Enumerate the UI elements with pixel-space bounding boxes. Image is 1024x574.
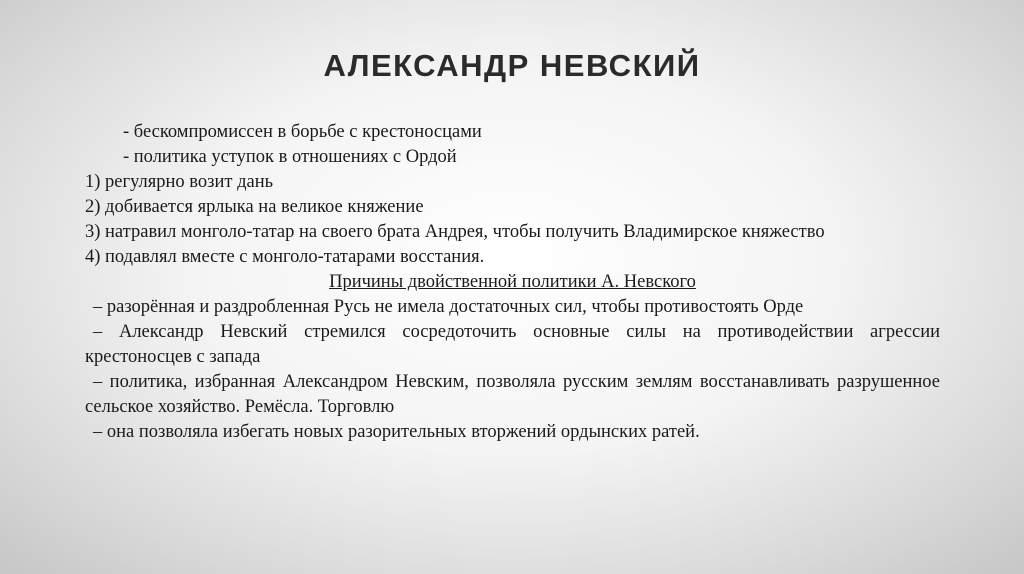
list-item-3: 3) натравил монголо-татар на своего брата Андрея, чтобы получить Владимирское княжество [85, 222, 825, 242]
slide-title: АЛЕКСАНДР НЕВСКИЙ [323, 48, 701, 83]
reason-4: – она позволяла избегать новых разорительных вторжений ордынских ратей. [93, 422, 700, 442]
section-heading: Причины двойственной политики А. Невского [329, 272, 696, 292]
reason-2: – Александр Невский стремился сосредоточить основные силы на противодействии агрессии крестоносцев с запада [85, 322, 940, 367]
text-line-dash-1: - бескомпромиссен в борьбе с крестоносцами [123, 122, 482, 142]
text-line-dash-2: - политика уступок в отношениях с Ордой [123, 147, 457, 167]
reason-3: – политика, избранная Александром Невским, позволяла русским землям восстанавливать разрушенное сельское хозяйство. Ремёсла. Торговлю [85, 372, 940, 417]
list-item-1: 1) регулярно возит дань [85, 172, 274, 192]
reason-1: – разорённая и раздробленная Русь не имела достаточных сил, чтобы противостоять Орде [93, 297, 804, 317]
list-item-2: 2) добивается ярлыка на великое княжение [85, 197, 424, 217]
list-item-4: 4) подавлял вместе с монголо-татарами восстания. [85, 247, 485, 267]
slide-body [85, 120, 940, 445]
